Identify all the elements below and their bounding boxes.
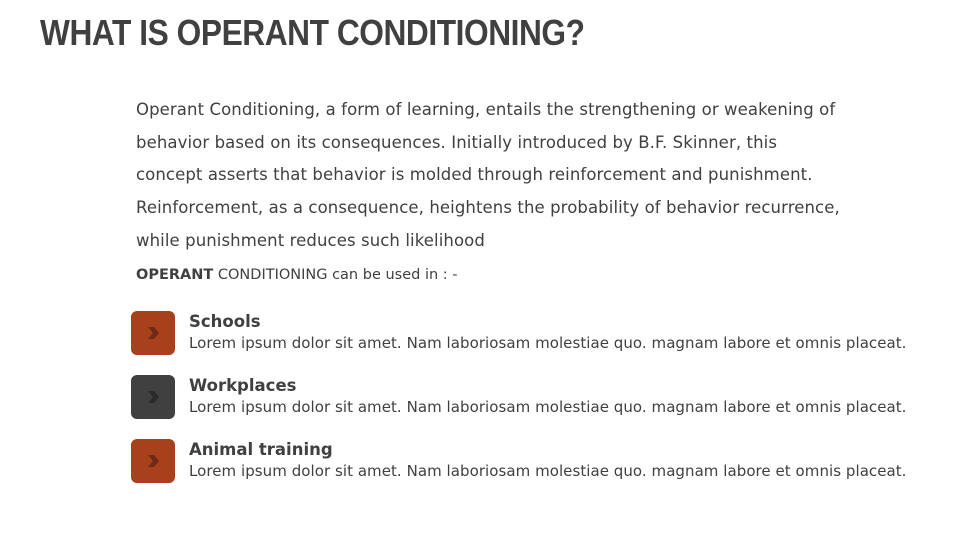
item-heading: Animal training — [189, 440, 333, 459]
item-description: Lorem ipsum dolor sit amet. Nam laboriosam molestiae quo. magnam labore et omnis placeat. — [189, 462, 907, 480]
intro-line: Operant Conditioning, a form of learning, entails the strengthening or weakening of — [136, 100, 836, 119]
item-heading: Workplaces — [189, 376, 297, 395]
chevron-right-icon — [146, 326, 160, 340]
intro-line: concept asserts that behavior is molded through reinforcement and punishment. — [136, 165, 813, 185]
subheading-bold: OPERANT — [136, 267, 214, 283]
intro-line: behavior based on its consequences. Initially introduced by B.F. Skinner, this — [136, 132, 778, 152]
list-item-animal-training — [131, 439, 951, 483]
intro-line: Reinforcement, as a consequence, heightens the probability of behavior recurrence, — [136, 198, 840, 218]
item-heading: Schools — [189, 312, 261, 331]
subheading-rest: CONDITIONING can be used in : - — [213, 267, 458, 283]
chevron-right-icon — [146, 454, 160, 468]
chevron-right-icon — [146, 390, 160, 404]
intro-line: while punishment reduces such likelihood — [136, 230, 485, 250]
page-title: WHAT IS OPERANT CONDITIONING? — [40, 12, 585, 53]
icon-box — [131, 375, 175, 419]
icon-box — [131, 311, 175, 355]
list-item-schools — [131, 311, 951, 355]
intro-paragraph — [136, 94, 896, 258]
item-description: Lorem ipsum dolor sit amet. Nam laboriosam molestiae quo. magnam labore et omnis placeat. — [189, 334, 907, 352]
icon-box — [131, 439, 175, 483]
item-description: Lorem ipsum dolor sit amet. Nam laboriosam molestiae quo. magnam labore et omnis placeat. — [189, 398, 907, 416]
uses-subheading — [136, 267, 458, 283]
list-item-workplaces — [131, 375, 951, 419]
